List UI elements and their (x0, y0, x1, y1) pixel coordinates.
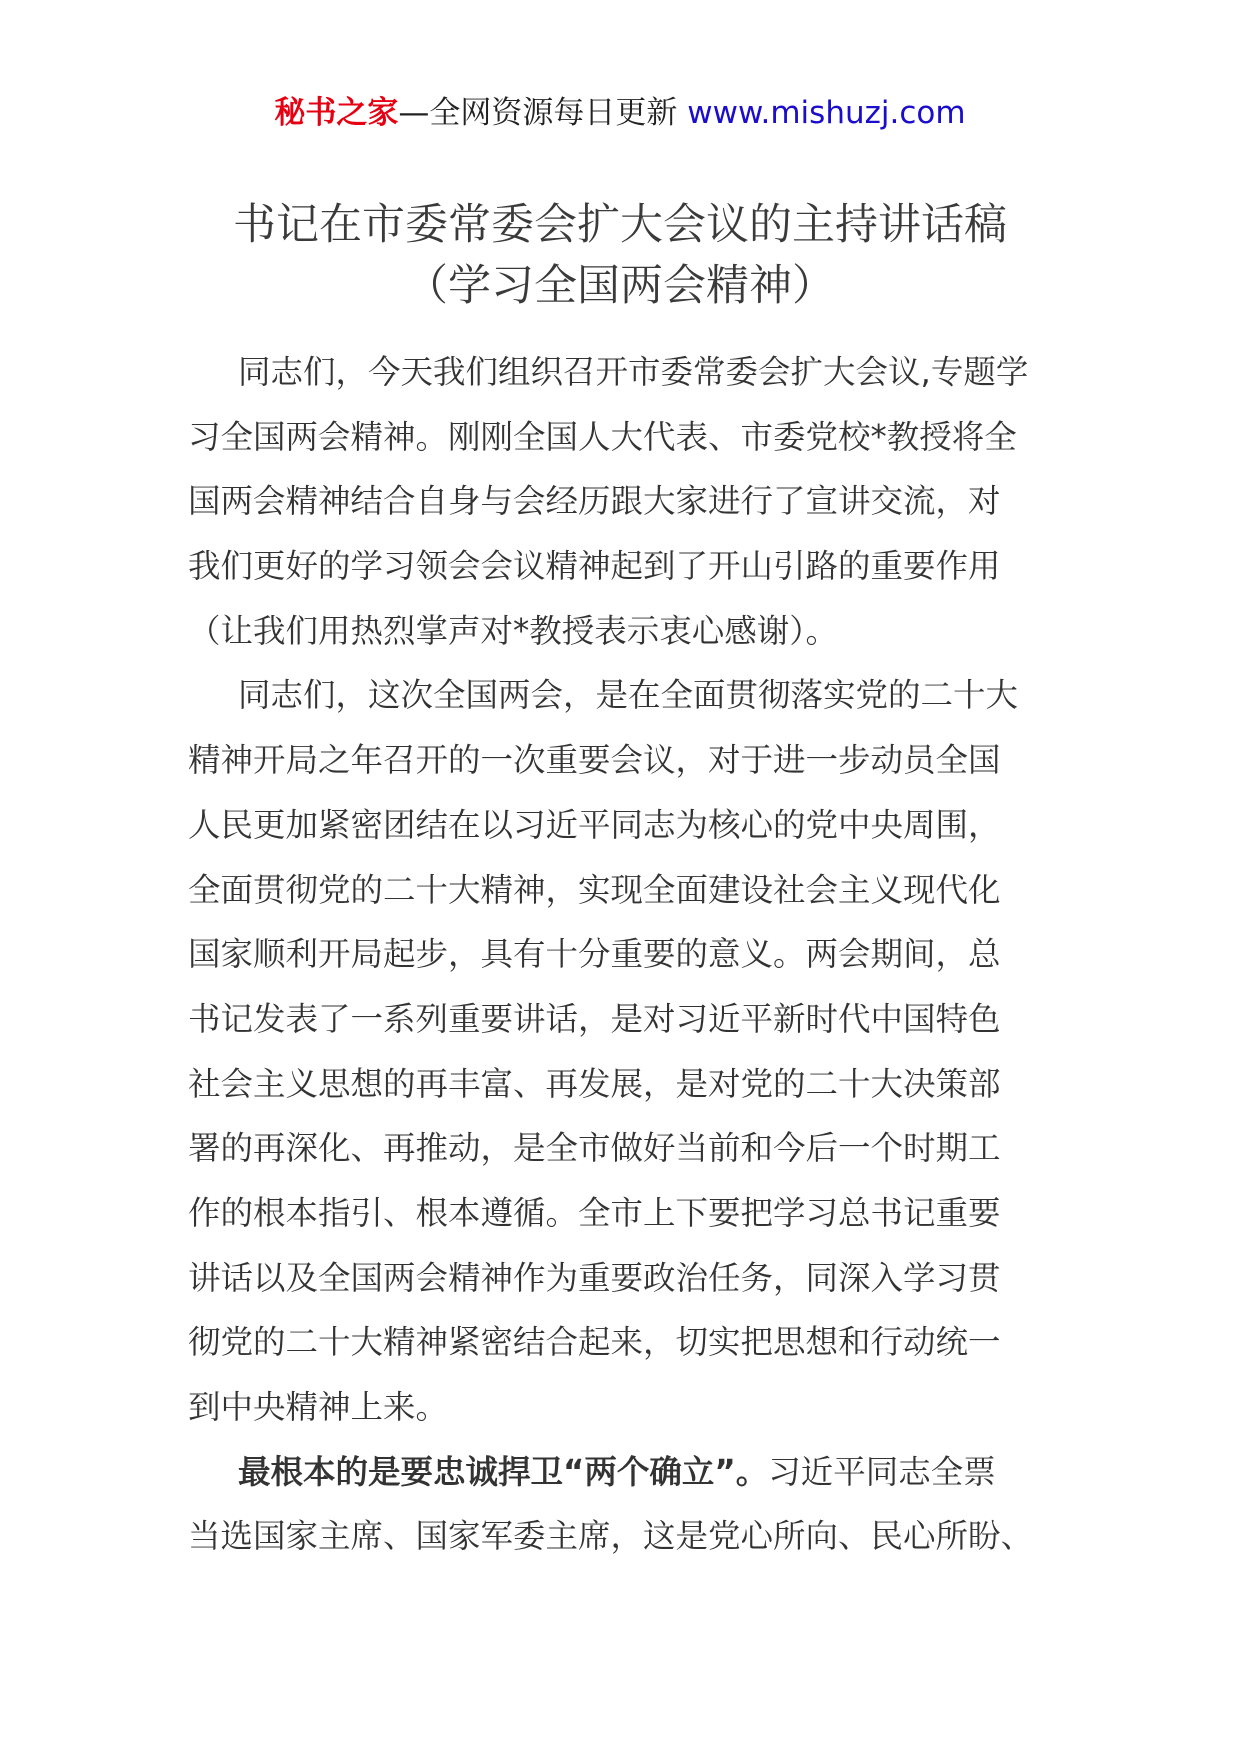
text-line: 精神开局之年召开的一次重要会议，对于进一步动员全国 (188, 741, 1001, 780)
text-line: 作的根本指引、根本遵循。全市上下要把学习总书记重要 (188, 1193, 1001, 1232)
text-line: 习全国两会精神。刚刚全国人大代表、市委党校*教授将全 (188, 417, 1017, 456)
text-line: 人民更加紧密团结在以习近平同志为核心的党中央周围， (188, 805, 1001, 844)
site-url-link[interactable]: www.mishuzj.com (687, 95, 966, 131)
line-text: 习近平同志全票 (768, 1452, 996, 1491)
text-line: 全面贯彻党的二十大精神，实现全面建设社会主义现代化 (188, 870, 1001, 909)
text-line: 同志们，今天我们组织召开市委常委会扩大会议,专题学 (238, 353, 1029, 391)
brand-name: 秘书之家 (274, 95, 399, 131)
text-line: 署的再深化、再推动，是全市做好当前和今后一个时期工 (188, 1129, 1001, 1168)
bold-heading: 最根本的是要忠诚捍卫“两个确立”。 (238, 1452, 769, 1491)
text-line: 社会主义思想的再丰富、再发展，是对党的二十大决策部 (188, 1064, 1001, 1103)
text-line: 书记发表了一系列重要讲话，是对习近平新时代中国特色 (188, 999, 1001, 1038)
paragraph-2 (188, 663, 1058, 1439)
site-header (0, 93, 1240, 133)
document-subtitle: （学习全国两会精神） (405, 261, 835, 311)
text-line: 我们更好的学习领会会议精神起到了开山引路的重要作用 (188, 547, 1001, 586)
document-body (188, 340, 1058, 1569)
text-line: 到中央精神上来。 (188, 1388, 449, 1426)
text-line: （让我们用热烈掌声对*教授表示衷心感谢）。 (188, 611, 839, 650)
paragraph-3 (188, 1440, 1058, 1569)
text-line: 当选国家主席、国家军委主席，这是党心所向、民心所盼、 (188, 1517, 1034, 1556)
document-title: 书记在市委常委会扩大会议的主持讲话稿 (233, 200, 1007, 250)
text-line: 同志们，这次全国两会，是在全面贯彻落实党的二十大 (238, 676, 1019, 715)
text-line: 国两会精神结合自身与会经历跟大家进行了宣讲交流，对 (188, 482, 1001, 521)
text-line: 讲话以及全国两会精神作为重要政治任务，同深入学习贯 (188, 1258, 1001, 1297)
text-line: 彻党的二十大精神紧密结合起来，切实把思想和行动统一 (188, 1323, 1001, 1362)
header-tagline: —全网资源每日更新 (398, 95, 688, 131)
text-line (188, 1440, 1058, 1505)
text-line: 国家顺利开局起步，具有十分重要的意义。两会期间，总 (188, 935, 1001, 974)
paragraph-1 (188, 340, 1058, 663)
